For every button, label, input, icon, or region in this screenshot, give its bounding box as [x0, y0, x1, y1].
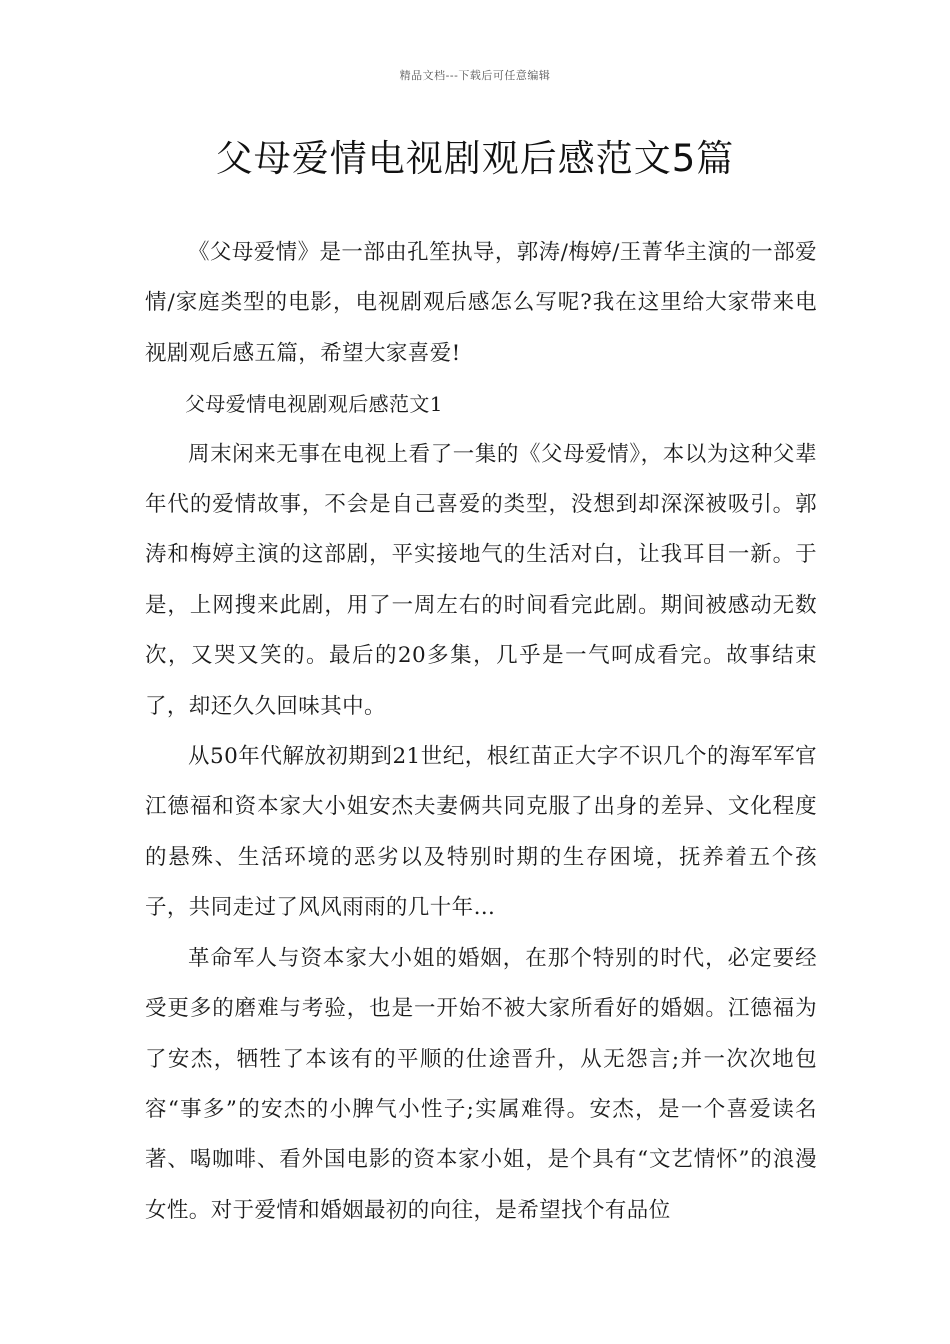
- document-body: [145, 228, 817, 1236]
- header-note: 精品文档---下载后可任意编辑: [399, 69, 551, 82]
- body-paragraph: 周末闲来无事在电视上看了一集的《父母爱情》，本以为这种父辈年代的爱情故事，不会是自己喜爱的类型，没想到却深深被吸引。郭涛和梅婷主演的这部剧，平实接地气的生活对白，让我耳目一新。于是，上网搜来此剧，用了一周左右的时间看完此剧。期间被感动无数次，又哭又笑的。最后的20多集，几乎是一气呵成看完。故事结束了，却还久久回味其中。: [145, 441, 817, 719]
- intro-paragraph: 《父母爱情》是一部由孔笙执导，郭涛/梅婷/王菁华主演的一部爱情/家庭类型的电影，电视剧观后感怎么写呢?我在这里给大家带来电视剧观后感五篇，希望大家喜爱!: [145, 240, 817, 366]
- body-paragraph: 革命军人与资本家大小姐的婚姻，在那个特别的时代，必定要经受更多的磨难与考验，也是一开始不被大家所看好的婚姻。江德福为了安杰，牺牲了本该有的平顺的仕途晋升，从无怨言;并一次次地包容“事多”的安杰的小脾气小性子;实属难得。安杰，是一个喜爱读名著、喝咖啡、看外国电影的资本家小姐，是个具有“文艺情怀”的浪漫女性。对于爱情和婚姻最初的向往，是希望找个有品位: [145, 945, 817, 1223]
- section-heading: 父母爱情电视剧观后感范文1: [185, 392, 443, 417]
- document-title: 父母爱情电视剧观后感范文5篇: [215, 137, 735, 180]
- body-paragraph: 从50年代解放初期到21世纪，根红苗正大字不识几个的海军军官江德福和资本家大小姐安杰夫妻俩共同克服了出身的差异、文化程度的悬殊、生活环境的恶劣以及特别时期的生存困境，抚养着五个孩子，共同走过了风风雨雨的几十年…: [145, 744, 817, 921]
